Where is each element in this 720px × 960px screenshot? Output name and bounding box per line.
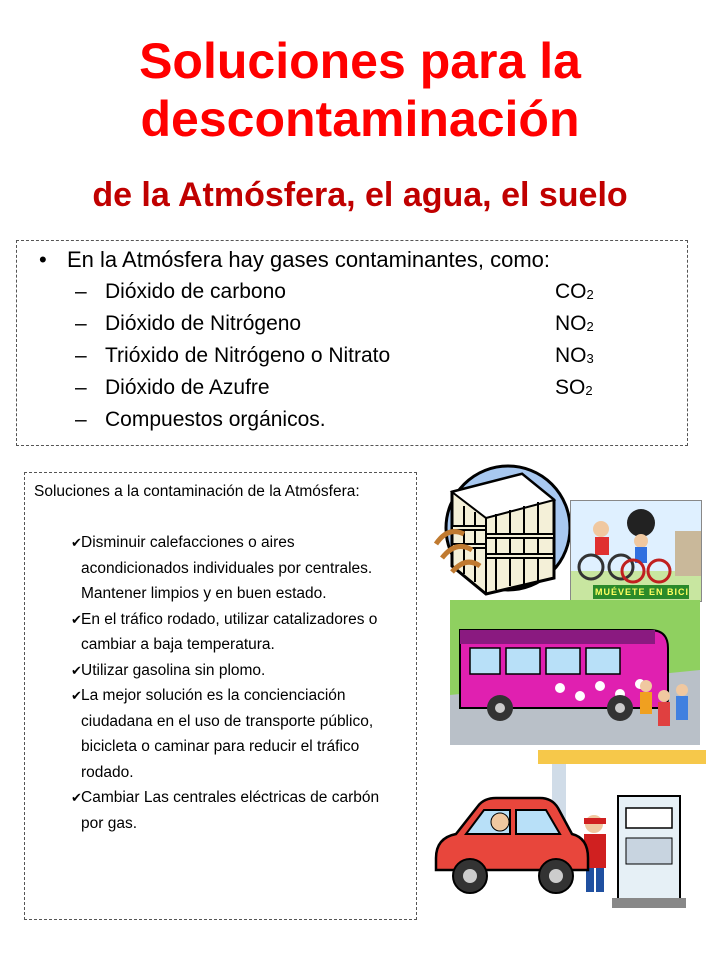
check-icon: ✔ xyxy=(71,662,82,678)
check-icon: ✔ xyxy=(71,535,82,550)
gas-formula: $CO_2$ xyxy=(555,280,594,303)
page-title xyxy=(0,32,720,148)
gas-item: – Dióxido de Nitrógeno xyxy=(75,309,301,339)
bicycle-illustration xyxy=(570,500,702,602)
dash-icon: – xyxy=(75,312,87,335)
gas-formula: $NO_3$ xyxy=(555,344,594,367)
title-line-2: descontaminación xyxy=(140,91,580,147)
gas-formula: $SO_2$ xyxy=(555,376,593,399)
bullet-icon: • xyxy=(39,247,47,272)
list-item: ✔ Cambiar Las centrales eléctricas de carbón por gas. xyxy=(81,785,401,836)
air-conditioner-icon xyxy=(430,462,572,598)
intro-line xyxy=(39,245,550,275)
gas-formula: $NO_2$ xyxy=(555,312,594,335)
bike-banner: MUÉVETE EN BICI xyxy=(595,587,690,597)
gas-station-illustration xyxy=(430,748,710,916)
gas-item: – Dióxido de Azufre xyxy=(75,373,270,403)
dash-icon: – xyxy=(75,280,87,303)
gas-pump-icon xyxy=(612,796,686,908)
list-item: ✔ Disminuir calefacciones o aires acondicionados individuales por centrales. Mantener limpios y en buen estado. xyxy=(81,530,401,607)
solutions-box xyxy=(24,472,417,920)
solutions-heading: Soluciones a la contaminación de la Atmósfera: xyxy=(34,483,360,500)
check-icon: ✔ xyxy=(71,790,82,805)
gas-item: – Compuestos orgánicos. xyxy=(75,405,326,435)
dash-icon: – xyxy=(75,376,87,399)
page-subtitle: de la Atmósfera, el agua, el suelo xyxy=(92,176,628,214)
check-icon: ✔ xyxy=(71,611,82,627)
gas-item: – Trióxido de Nitrógeno o Nitrato xyxy=(75,341,390,371)
dash-icon: – xyxy=(75,408,87,431)
bicycle-icon xyxy=(571,501,701,601)
dash-icon: – xyxy=(75,344,87,367)
list-item: ✔ Utilizar gasolina sin plomo. xyxy=(81,658,401,684)
check-icon: ✔ xyxy=(71,688,82,703)
list-item: ✔ En el tráfico rodado, utilizar catalizadores o cambiar a baja temperatura. xyxy=(81,607,401,658)
bus-icon xyxy=(450,600,700,745)
solutions-list xyxy=(71,530,401,836)
gas-item: – Dióxido de carbono xyxy=(75,277,286,307)
intro-text: En la Atmósfera hay gases contaminantes, como: xyxy=(67,247,551,272)
gases-box xyxy=(16,240,688,446)
title-line-1: Soluciones para la xyxy=(139,33,581,89)
list-item: ✔ La mejor solución es la concienciación ciudadana en el uso de transporte público, bicicleta o caminar para reducir el tráfico rodado. xyxy=(81,683,401,785)
